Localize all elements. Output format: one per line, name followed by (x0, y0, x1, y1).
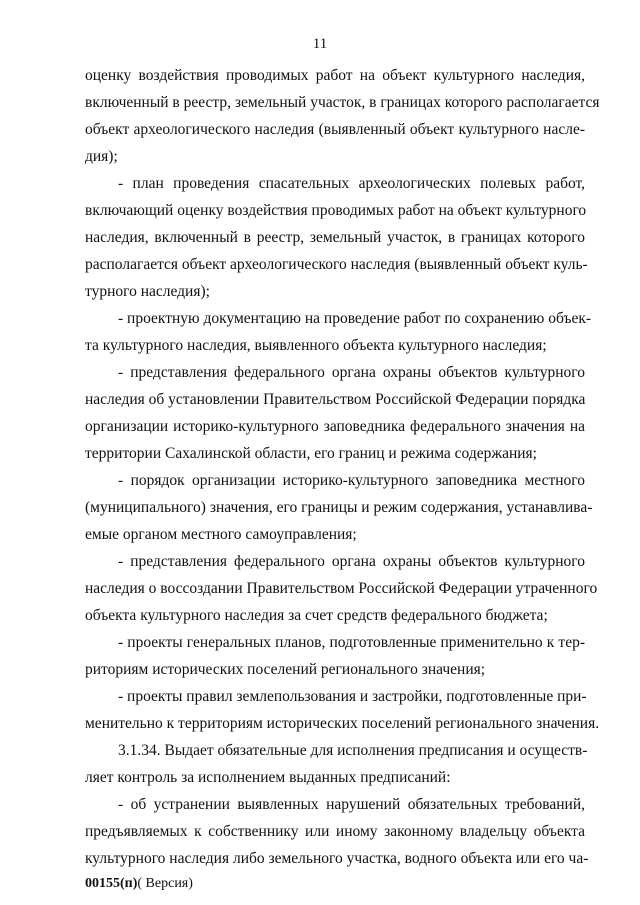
list-item-line: - представления федерального органа охраны объектов культурного (118, 364, 585, 381)
text-line: территории Сахалинской области, его границ и режима содержания; (85, 445, 537, 462)
list-item-line: - проектную документацию на проведение работ по сохранению объек- (118, 310, 592, 327)
text-line: наследия, включенный в реестр, земельный участок, в границах которого (85, 229, 585, 246)
list-item-line: - порядок организации историко-культурного заповедника местного (118, 472, 585, 489)
text-line: организации историко-культурного заповедника федерального значения на (85, 418, 585, 435)
text-line: та культурного наследия, выявленного объекта культурного наследия; (85, 337, 547, 354)
text-line: наследия об установлении Правительством Российской Федерации порядка (85, 391, 586, 408)
document-footer (85, 876, 193, 892)
text-line: менительно к территориям исторических поселений регионального значения. (85, 715, 600, 732)
text-line: культурного наследия либо земельного участка, водного объекта или его ча- (85, 850, 589, 867)
document-code: 00155(п) (85, 876, 138, 891)
text-line: риториям исторических поселений регионального значения; (85, 661, 486, 678)
list-item-line: - об устранении выявленных нарушений обязательных требований, (118, 796, 585, 813)
text-line: объекта культурного наследия за счет средств федерального бюджета; (85, 607, 548, 624)
list-item-line: - план проведения спасательных археологических полевых работ, (118, 175, 585, 192)
page-number: 11 (312, 36, 328, 52)
list-item-line: - проекты правил землепользования и застройки, подготовленные при- (118, 688, 587, 705)
document-version: ( Версия) (137, 876, 193, 891)
text-line: оценку воздействия проводимых работ на объект культурного наследия, (85, 67, 585, 84)
text-line: включенный в реестр, земельный участок, в границах которого располагается (85, 94, 600, 111)
text-line: дия); (85, 148, 118, 165)
text-line: наследия о воссоздании Правительством Российской Федерации утраченного (85, 580, 598, 597)
text-line: объект археологического наследия (выявленный объект культурного насле- (85, 121, 585, 138)
text-line: (муниципального) значения, его границы и режим содержания, устанавлива- (85, 499, 593, 516)
text-line: располагается объект археологического наследия (выявленный объект куль- (85, 256, 588, 273)
list-item-line: - проекты генеральных планов, подготовленные применительно к тер- (118, 634, 585, 651)
text-line: ляет контроль за исполнением выданных предписаний: (85, 769, 451, 786)
text-line: предъявляемых к собственнику или иному законному владельцу объекта (85, 823, 585, 840)
text-line: включающий оценку воздействия проводимых работ на объект культурного (85, 202, 587, 219)
section-clause-line: 3.1.34. Выдает обязательные для исполнения предписания и осуществ- (118, 742, 588, 759)
text-line: емые органом местного самоуправления; (85, 526, 357, 543)
text-line: турного наследия); (85, 283, 210, 300)
list-item-line: - представления федерального органа охраны объектов культурного (118, 553, 585, 570)
